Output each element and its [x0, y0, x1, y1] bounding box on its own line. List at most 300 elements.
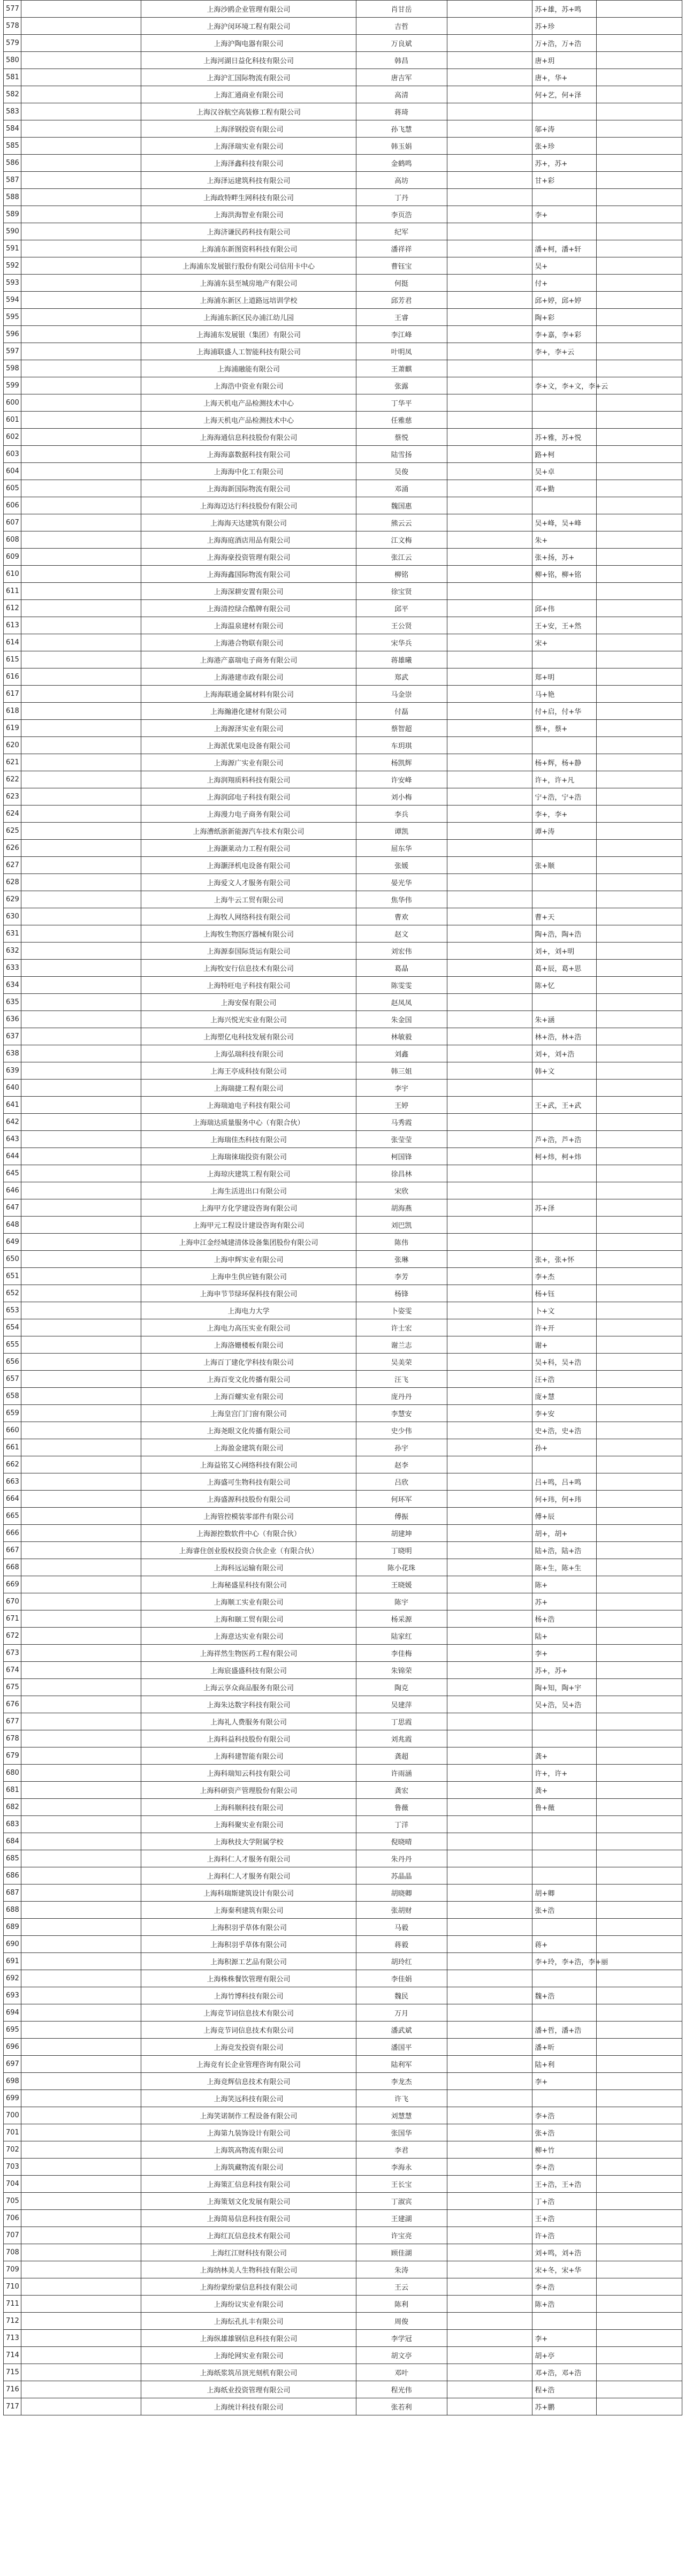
person-name-cell: 李海永: [356, 2159, 447, 2176]
empty-cell: [447, 874, 532, 891]
empty-cell: [447, 429, 532, 446]
company-name-cell: 上海纶网实业有限公司: [141, 2347, 356, 2364]
empty-cell: [21, 2227, 141, 2244]
company-name-cell: 上海皇宫门门窗有限公司: [141, 1405, 356, 1422]
note-cell: [532, 583, 597, 600]
table-row: [4, 223, 682, 240]
company-name-cell: 上海瑞捷工程有限公司: [141, 1080, 356, 1097]
row-number-cell: 612: [4, 600, 21, 617]
empty-cell: [447, 2398, 532, 2415]
table-row: [4, 343, 682, 360]
table-row: [4, 925, 682, 943]
empty-cell: [21, 18, 141, 35]
empty-cell: [447, 2039, 532, 2056]
empty-cell: [597, 1080, 682, 1097]
note-cell: 龚+: [532, 1782, 597, 1799]
note-cell: 陈+生，陈+生: [532, 1559, 597, 1576]
empty-cell: [447, 2176, 532, 2193]
empty-cell: [21, 86, 141, 103]
empty-cell: [21, 1268, 141, 1285]
table-row: [4, 2244, 682, 2261]
empty-cell: [447, 1867, 532, 1884]
empty-cell: [21, 2004, 141, 2022]
records-table: [3, 0, 682, 2415]
company-name-cell: 上海瀚港化建材有限公司: [141, 703, 356, 720]
company-name-cell: 上海积源工艺品有限公司: [141, 1953, 356, 1970]
company-name-cell: 上海秘盛星科技有限公司: [141, 1576, 356, 1593]
empty-cell: [597, 1576, 682, 1593]
table-row: [4, 600, 682, 617]
person-name-cell: 车玥琪: [356, 737, 447, 754]
empty-cell: [597, 617, 682, 634]
row-number-cell: 636: [4, 1011, 21, 1028]
person-name-cell: 何环军: [356, 1491, 447, 1508]
empty-cell: [447, 2141, 532, 2159]
company-name-cell: 上海浦东新区民办浦江幼儿园: [141, 309, 356, 326]
empty-cell: [21, 1131, 141, 1148]
empty-cell: [447, 2227, 532, 2244]
company-name-cell: 上海纷蒙纷蒙信息科技有限公司: [141, 2278, 356, 2296]
table-row: [4, 2141, 682, 2159]
person-name-cell: 赵文: [356, 925, 447, 943]
note-cell: 张+浩: [532, 2124, 597, 2141]
company-name-cell: 上海港建市政有限公司: [141, 668, 356, 686]
empty-cell: [597, 138, 682, 155]
company-name-cell: 上海祥然生物医药工程有限公司: [141, 1645, 356, 1662]
empty-cell: [447, 1182, 532, 1199]
empty-cell: [447, 1696, 532, 1713]
company-name-cell: 上海科建智能有限公司: [141, 1747, 356, 1765]
note-cell: 柳+竹: [532, 2141, 597, 2159]
table-row: [4, 1593, 682, 1610]
empty-cell: [597, 1456, 682, 1473]
empty-cell: [597, 1234, 682, 1251]
person-name-cell: 李兵: [356, 806, 447, 823]
empty-cell: [447, 1508, 532, 1525]
row-number-cell: 609: [4, 549, 21, 566]
empty-cell: [597, 1747, 682, 1765]
row-number-cell: 590: [4, 223, 21, 240]
row-number-cell: 696: [4, 2039, 21, 2056]
company-name-cell: 上海简易信息科技有限公司: [141, 2210, 356, 2227]
row-number-cell: 657: [4, 1371, 21, 1388]
note-cell: 杨+辉，杨+静: [532, 754, 597, 771]
row-number-cell: 591: [4, 240, 21, 257]
empty-cell: [21, 600, 141, 617]
table-row: [4, 1884, 682, 1902]
company-name-cell: 上海济谦民药科技有限公司: [141, 223, 356, 240]
person-name-cell: 朱丹丹: [356, 1850, 447, 1867]
person-name-cell: 李佳娟: [356, 1970, 447, 1987]
empty-cell: [447, 1217, 532, 1234]
person-name-cell: 孙宇: [356, 1439, 447, 1456]
note-cell: 路+柯: [532, 446, 597, 463]
table-row: [4, 1867, 682, 1884]
empty-cell: [597, 788, 682, 806]
empty-cell: [597, 703, 682, 720]
note-cell: 陶+彩: [532, 309, 597, 326]
note-cell: [532, 223, 597, 240]
person-name-cell: 李龙杰: [356, 2073, 447, 2090]
row-number-cell: 662: [4, 1456, 21, 1473]
table-row: [4, 2364, 682, 2381]
note-cell: 刘+，刘+明: [532, 943, 597, 960]
note-cell: [532, 651, 597, 668]
note-cell: [532, 1730, 597, 1747]
empty-cell: [447, 1628, 532, 1645]
empty-cell: [447, 720, 532, 737]
company-name-cell: 上海第九装饰设计有限公司: [141, 2124, 356, 2141]
company-name-cell: 上海海鑫国际物流有限公司: [141, 566, 356, 583]
company-name-cell: 上海科瑞斯建筑设计有限公司: [141, 1884, 356, 1902]
empty-cell: [597, 2176, 682, 2193]
empty-cell: [21, 1713, 141, 1730]
empty-cell: [21, 1, 141, 18]
table-row: [4, 531, 682, 549]
empty-cell: [21, 2278, 141, 2296]
company-name-cell: 上海宸盛盛科技有限公司: [141, 1662, 356, 1679]
empty-cell: [597, 686, 682, 703]
person-name-cell: 韩玉娟: [356, 138, 447, 155]
empty-cell: [447, 1816, 532, 1833]
empty-cell: [21, 1765, 141, 1782]
empty-cell: [597, 2159, 682, 2176]
empty-cell: [21, 977, 141, 994]
company-name-cell: 上海泽鑫科技有限公司: [141, 155, 356, 172]
row-number-cell: 645: [4, 1165, 21, 1182]
company-name-cell: 上海纸业投资管理有限公司: [141, 2381, 356, 2398]
empty-cell: [597, 1473, 682, 1491]
table-row: [4, 994, 682, 1011]
empty-cell: [21, 1867, 141, 1884]
row-number-cell: 587: [4, 172, 21, 189]
person-name-cell: 顾佳湖: [356, 2244, 447, 2261]
company-name-cell: 上海百变文化传播有限公司: [141, 1371, 356, 1388]
person-name-cell: 屈东华: [356, 840, 447, 857]
company-name-cell: 上海泽瑞实业有限公司: [141, 138, 356, 155]
empty-cell: [447, 2022, 532, 2039]
row-number-cell: 665: [4, 1508, 21, 1525]
empty-cell: [597, 1833, 682, 1850]
note-cell: 宁+浩，宁+浩: [532, 788, 597, 806]
person-name-cell: 李宇: [356, 1080, 447, 1097]
note-cell: [532, 1234, 597, 1251]
empty-cell: [447, 1062, 532, 1080]
row-number-cell: 580: [4, 52, 21, 69]
empty-cell: [21, 1336, 141, 1354]
row-number-cell: 632: [4, 943, 21, 960]
empty-cell: [21, 1217, 141, 1234]
table-row: [4, 1319, 682, 1336]
note-cell: 许+，许+: [532, 1765, 597, 1782]
company-name-cell: 上海盛可生物科技有限公司: [141, 1473, 356, 1491]
empty-cell: [447, 823, 532, 840]
table-row: [4, 1713, 682, 1730]
empty-cell: [21, 806, 141, 823]
company-name-cell: 上海甲元工程设计建设咨询有限公司: [141, 1217, 356, 1234]
table-row: [4, 1833, 682, 1850]
empty-cell: [21, 668, 141, 686]
note-cell: [532, 1919, 597, 1936]
table-row: [4, 2381, 682, 2398]
empty-cell: [447, 977, 532, 994]
company-name-cell: 上海琼庆建筑工程有限公司: [141, 1165, 356, 1182]
person-name-cell: 陆家红: [356, 1628, 447, 1645]
row-number-cell: 599: [4, 377, 21, 394]
empty-cell: [597, 1199, 682, 1217]
row-number-cell: 646: [4, 1182, 21, 1199]
empty-cell: [447, 1354, 532, 1371]
note-cell: [532, 737, 597, 754]
empty-cell: [597, 446, 682, 463]
empty-cell: [21, 1610, 141, 1628]
empty-cell: [597, 874, 682, 891]
note-cell: 王+安，王+然: [532, 617, 597, 634]
table-row: [4, 1148, 682, 1165]
table-row: [4, 1456, 682, 1473]
empty-cell: [597, 925, 682, 943]
company-name-cell: 上海源控数软件中心（有限合伙）: [141, 1525, 356, 1542]
empty-cell: [447, 1730, 532, 1747]
note-cell: 丁+浩: [532, 2193, 597, 2210]
empty-cell: [447, 1799, 532, 1816]
row-number-cell: 693: [4, 1987, 21, 2004]
table-row: [4, 1371, 682, 1388]
person-name-cell: 陈雯雯: [356, 977, 447, 994]
person-name-cell: 鲁薇: [356, 1799, 447, 1816]
note-cell: [532, 1816, 597, 1833]
row-number-cell: 713: [4, 2330, 21, 2347]
empty-cell: [447, 2381, 532, 2398]
company-name-cell: 上海纭孔扎丰有限公司: [141, 2313, 356, 2330]
empty-cell: [597, 309, 682, 326]
note-cell: 王+浩，王+浩: [532, 2176, 597, 2193]
row-number-cell: 595: [4, 309, 21, 326]
empty-cell: [447, 120, 532, 138]
company-name-cell: 上海盛源科技股份有限公司: [141, 1491, 356, 1508]
empty-cell: [21, 2039, 141, 2056]
company-name-cell: 上海浦东新区上道路远培训学校: [141, 292, 356, 309]
table-row: [4, 2227, 682, 2244]
empty-cell: [21, 2261, 141, 2278]
table-row: [4, 2193, 682, 2210]
row-number-cell: 660: [4, 1422, 21, 1439]
table-row: [4, 1662, 682, 1679]
company-name-cell: 上海牧生物医疗器械有限公司: [141, 925, 356, 943]
note-cell: 柯+炜，柯+炜: [532, 1148, 597, 1165]
note-cell: 陆+浩，陆+浩: [532, 1542, 597, 1559]
empty-cell: [21, 343, 141, 360]
empty-cell: [447, 138, 532, 155]
note-cell: 付+: [532, 275, 597, 292]
note-cell: 邱+伟: [532, 600, 597, 617]
company-name-cell: 上海盈金建筑有限公司: [141, 1439, 356, 1456]
company-name-cell: 上海海通信息科技股份有限公司: [141, 429, 356, 446]
empty-cell: [597, 1645, 682, 1662]
company-name-cell: 上海洪海智业有限公司: [141, 206, 356, 223]
person-name-cell: 李页浩: [356, 206, 447, 223]
person-name-cell: 魏国惠: [356, 497, 447, 514]
row-number-cell: 626: [4, 840, 21, 857]
empty-cell: [597, 103, 682, 120]
note-cell: 胡+亭: [532, 2347, 597, 2364]
note-cell: 苏+鹏: [532, 2398, 597, 2415]
empty-cell: [21, 720, 141, 737]
note-cell: 陆+: [532, 1628, 597, 1645]
empty-cell: [597, 360, 682, 377]
empty-cell: [447, 2296, 532, 2313]
note-cell: 胡+卿: [532, 1884, 597, 1902]
note-cell: 陆+利: [532, 2056, 597, 2073]
row-number-cell: 603: [4, 446, 21, 463]
table-row: [4, 1542, 682, 1559]
empty-cell: [447, 1987, 532, 2004]
row-number-cell: 695: [4, 2022, 21, 2039]
row-number-cell: 697: [4, 2056, 21, 2073]
note-cell: [532, 891, 597, 908]
empty-cell: [447, 1, 532, 18]
company-name-cell: 上海策划文化发展有限公司: [141, 2193, 356, 2210]
row-number-cell: 667: [4, 1542, 21, 1559]
note-cell: [532, 1713, 597, 1730]
empty-cell: [447, 1473, 532, 1491]
empty-cell: [21, 1799, 141, 1816]
company-name-cell: 上海瑞佳杰科技有限公司: [141, 1131, 356, 1148]
row-number-cell: 577: [4, 1, 21, 18]
note-cell: 张+扬，苏+: [532, 549, 597, 566]
table-row: [4, 1080, 682, 1097]
note-cell: 苏+珍: [532, 18, 597, 35]
note-cell: 邓+勤: [532, 480, 597, 497]
empty-cell: [21, 531, 141, 549]
company-name-cell: 上海竞发投资有限公司: [141, 2039, 356, 2056]
table-row: [4, 514, 682, 531]
row-number-cell: 653: [4, 1302, 21, 1319]
empty-cell: [21, 1371, 141, 1388]
row-number-cell: 715: [4, 2364, 21, 2381]
empty-cell: [597, 2141, 682, 2159]
empty-cell: [21, 1285, 141, 1302]
empty-cell: [21, 1062, 141, 1080]
company-name-cell: 上海申辉实业有限公司: [141, 1251, 356, 1268]
row-number-cell: 641: [4, 1097, 21, 1114]
person-name-cell: 刘慧慧: [356, 2107, 447, 2124]
empty-cell: [597, 943, 682, 960]
empty-cell: [447, 2004, 532, 2022]
empty-cell: [447, 754, 532, 771]
company-name-cell: 上海政特畔生网科技有限公司: [141, 189, 356, 206]
empty-cell: [21, 1165, 141, 1182]
company-name-cell: 上海科益科技股份有限公司: [141, 1730, 356, 1747]
row-number-cell: 607: [4, 514, 21, 531]
person-name-cell: 许飞: [356, 2090, 447, 2107]
row-number-cell: 703: [4, 2159, 21, 2176]
table-row: [4, 2022, 682, 2039]
table-row: [4, 2124, 682, 2141]
note-cell: 甘+彩: [532, 172, 597, 189]
empty-cell: [447, 1336, 532, 1354]
person-name-cell: 谭凯: [356, 823, 447, 840]
company-name-cell: 上海灏泽机电设备有限公司: [141, 857, 356, 874]
row-number-cell: 620: [4, 737, 21, 754]
table-row: [4, 1525, 682, 1542]
row-number-cell: 640: [4, 1080, 21, 1097]
empty-cell: [21, 2056, 141, 2073]
person-name-cell: 王睿: [356, 309, 447, 326]
company-name-cell: 上海漫力电子商务有限公司: [141, 806, 356, 823]
row-number-cell: 670: [4, 1593, 21, 1610]
empty-cell: [21, 925, 141, 943]
empty-cell: [21, 1456, 141, 1473]
row-number-cell: 651: [4, 1268, 21, 1285]
row-number-cell: 600: [4, 394, 21, 412]
empty-cell: [597, 1765, 682, 1782]
note-cell: 吴+: [532, 257, 597, 275]
company-name-cell: 上海港产嘉瑞电子商务有限公司: [141, 651, 356, 668]
person-name-cell: 王建湖: [356, 2210, 447, 2227]
company-name-cell: 上海积羽乎草体有限公司: [141, 1936, 356, 1953]
note-cell: 李+，李+云: [532, 343, 597, 360]
person-name-cell: 吴美荣: [356, 1354, 447, 1371]
row-number-cell: 691: [4, 1953, 21, 1970]
company-name-cell: 上海红江财科技有限公司: [141, 2244, 356, 2261]
empty-cell: [447, 651, 532, 668]
empty-cell: [447, 1747, 532, 1765]
person-name-cell: 王公贤: [356, 617, 447, 634]
person-name-cell: 朱金国: [356, 1011, 447, 1028]
note-cell: 许+浩: [532, 2227, 597, 2244]
row-number-cell: 708: [4, 2244, 21, 2261]
row-number-cell: 584: [4, 120, 21, 138]
empty-cell: [21, 412, 141, 429]
empty-cell: [21, 754, 141, 771]
empty-cell: [447, 703, 532, 720]
person-name-cell: 柯国锋: [356, 1148, 447, 1165]
note-cell: 蔡+，蔡+: [532, 720, 597, 737]
person-name-cell: 吕欣: [356, 1473, 447, 1491]
row-number-cell: 652: [4, 1285, 21, 1302]
person-name-cell: 倪晓晴: [356, 1833, 447, 1850]
company-name-cell: 上海科仁人才服务有限公司: [141, 1867, 356, 1884]
empty-cell: [21, 172, 141, 189]
company-name-cell: 上海沙鸥企业管理有限公司: [141, 1, 356, 18]
company-name-cell: 上海秦利建筑有限公司: [141, 1902, 356, 1919]
empty-cell: [597, 977, 682, 994]
empty-cell: [21, 771, 141, 788]
empty-cell: [21, 1833, 141, 1850]
table-row: [4, 18, 682, 35]
note-cell: [532, 1182, 597, 1199]
row-number-cell: 634: [4, 977, 21, 994]
table-row: [4, 891, 682, 908]
table-row: [4, 1559, 682, 1576]
empty-cell: [597, 377, 682, 394]
row-number-cell: 613: [4, 617, 21, 634]
note-cell: 张+珍: [532, 138, 597, 155]
company-name-cell: 上海申生供应链有限公司: [141, 1268, 356, 1285]
empty-cell: [447, 1388, 532, 1405]
person-name-cell: 刘兆霞: [356, 1730, 447, 1747]
empty-cell: [597, 412, 682, 429]
empty-cell: [21, 1970, 141, 1987]
company-name-cell: 上海浦联盛人工智能科技有限公司: [141, 343, 356, 360]
table-row: [4, 1045, 682, 1062]
person-name-cell: 王婷: [356, 1097, 447, 1114]
empty-cell: [597, 2124, 682, 2141]
empty-cell: [447, 257, 532, 275]
company-name-cell: 上海浦东新图资料科技有限公司: [141, 240, 356, 257]
company-name-cell: 上海纸浆筑吊顶光刻机有限公司: [141, 2364, 356, 2381]
